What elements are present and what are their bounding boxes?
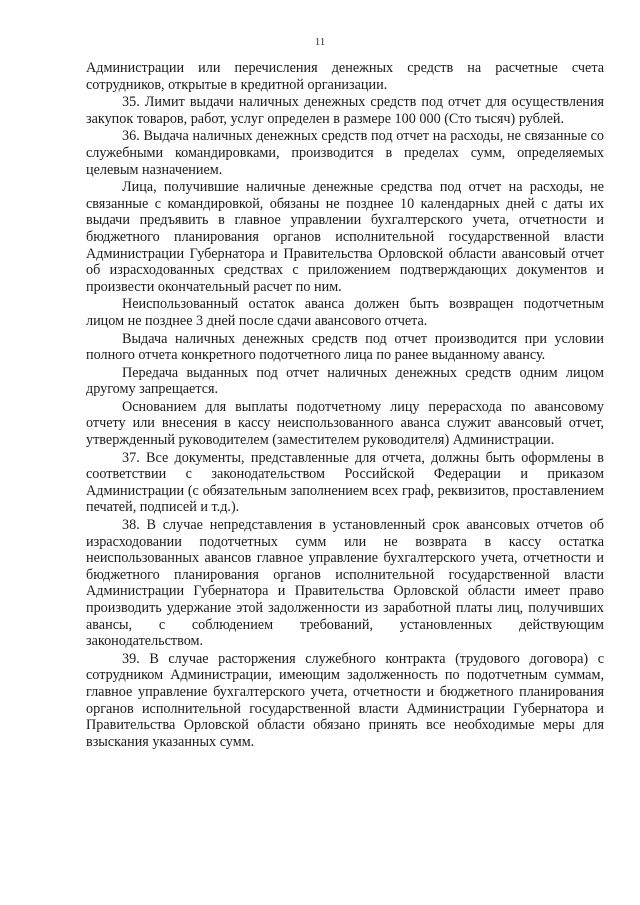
paragraph-item-38: 38. В случае непредставления в установленный срок авансовых отчетов об израсходовании подотчетных сумм или не возврата в кассу остатка неиспользованных авансов главное управление бухгалтерского учета, отчетности и бюджетного планирования органов исполнительной государственной власти Администрации Губернатора и Правительства Орловской области имеет право производить удержание этой задолженности из заработной платы лиц, получивших авансы, с соблюдением требований, установленных действующим законодательством. — [86, 517, 604, 650]
paragraph-item-39: 39. В случае расторжения служебного контракта (трудового договора) с сотрудником Администрации, имеющим задолженность по подотчетным суммам, главное управление бухгалтерского учета, отчетности и бюджетного планирования органов исполнительной государственной власти Администрации Губернатора и Правительства Орловской области обязано принять все необходимые меры для взыскания указанных сумм. — [86, 650, 604, 750]
paragraph-item-36: 36. Выдача наличных денежных средств под отчет на расходы, не связанные со служебными командировками, производится в пределах сумм, определяемых целевым назначением. — [86, 128, 604, 178]
paragraph-transfer-prohibited: Передача выданных под отчет наличных денежных средств одним лицом другому запрещается. — [86, 364, 604, 398]
paragraph-item-37: 37. Все документы, представленные для отчета, должны быть оформлены в соответствии с законодательством Российской Федерации и приказом Администрации (с обязательным заполнением всех граф, реквизитов, проставлением печатей, подписей и т.д.). — [86, 449, 604, 516]
paragraph-unused-balance: Неиспользованный остаток аванса должен быть возвращен подотчетным лицом не позднее 3 дней после сдачи авансового отчета. — [86, 296, 604, 329]
paragraph-issuance-condition: Выдача наличных денежных средств под отчет производится при условии полного отчета конкретного подотчетного лица по ранее выданному авансу. — [86, 330, 604, 364]
paragraph-item-35: 35. Лимит выдачи наличных денежных средств под отчет для осуществления закупок товаров, работ, услуг определен в размере 100 000 (Сто тысяч) рублей. — [86, 94, 604, 127]
paragraph-advance-report-deadline: Лица, получившие наличные денежные средства под отчет на расходы, не связанные с командировкой, обязаны не позднее 10 календарных дней с даты их выдачи предъявить в главное управлении бухгалтерского учета, отчетности и бюджетного планирования органов исполнительной государственной власти Администрации Губернатора и Правительства Орловской области авансовый отчет об израсходованных средствах с приложением подтверждающих документов и произвести окончательный расчет по ним. — [86, 179, 604, 295]
document-body — [86, 60, 604, 751]
paragraph-continuation: Администрации или перечисления денежных средств на расчетные счета сотрудников, открытые в кредитной организации. — [86, 60, 604, 93]
page-number: 11 — [314, 36, 326, 48]
paragraph-overspend-basis: Основанием для выплаты подотчетному лицу перерасхода по авансовому отчету или внесения в кассу неиспользованного аванса служит авансовый отчет, утвержденный руководителем (заместителем руководителя) Администрации. — [86, 398, 604, 449]
